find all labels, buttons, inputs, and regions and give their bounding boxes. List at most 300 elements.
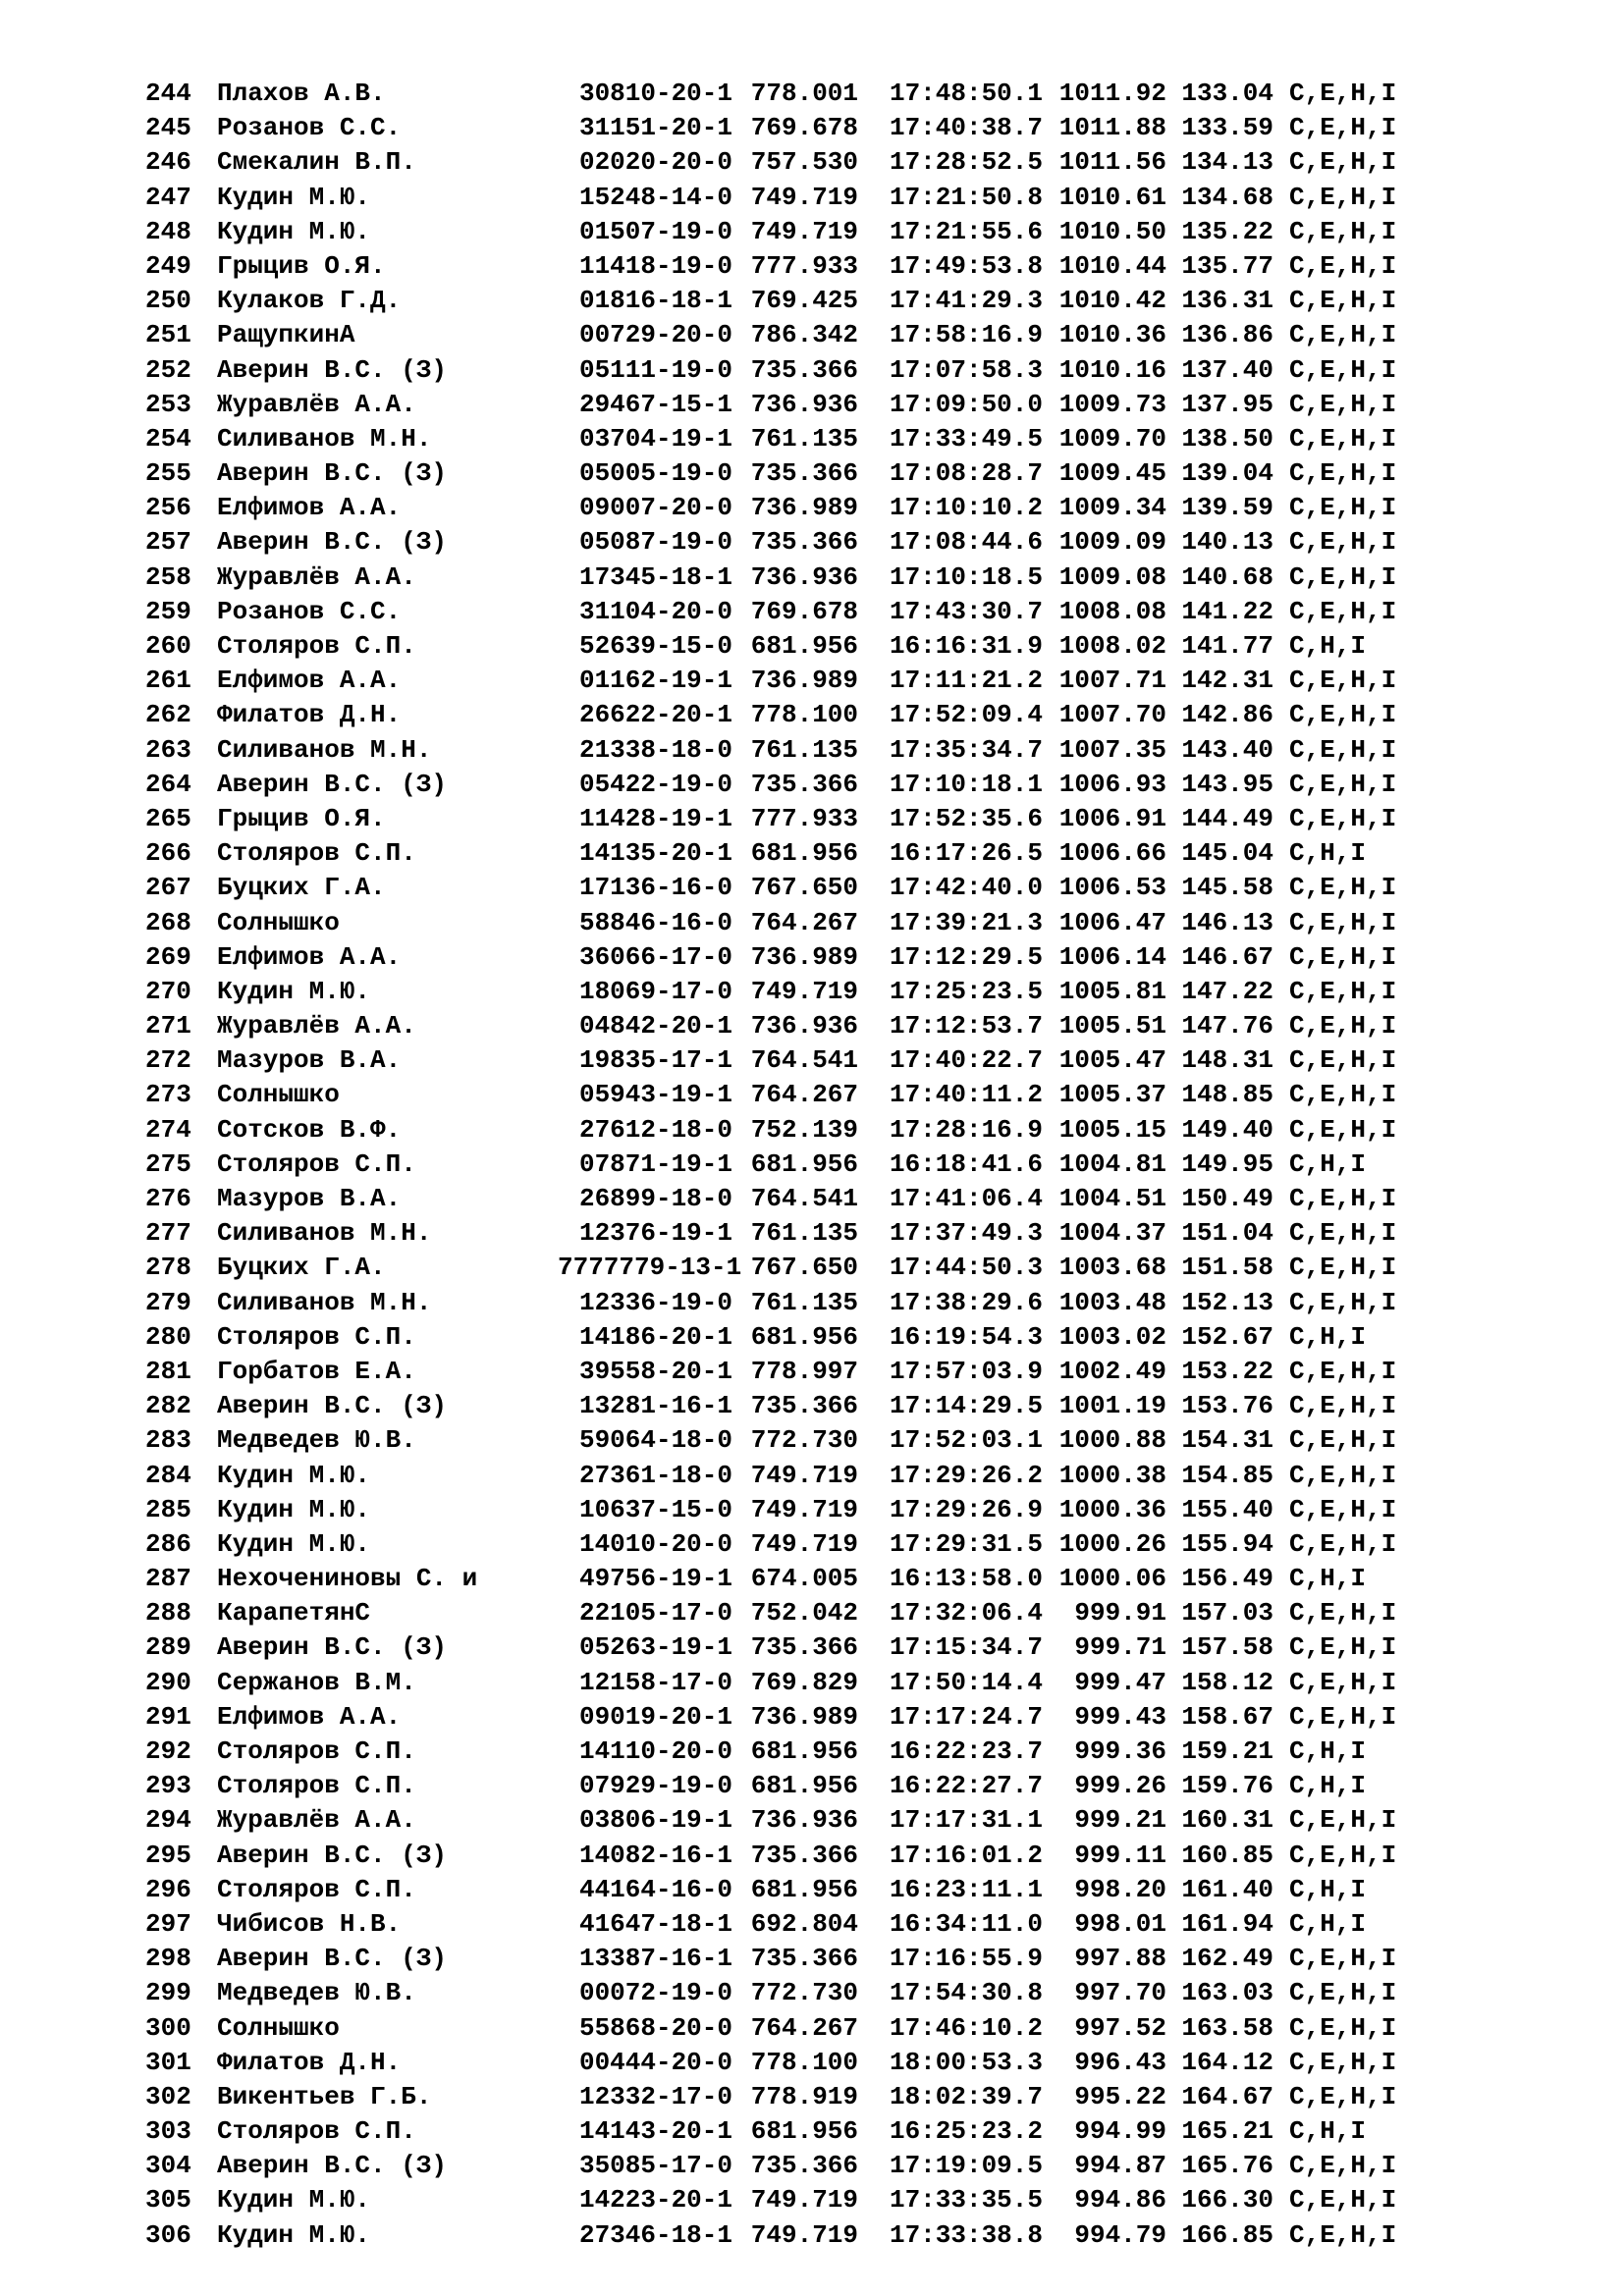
speed: 1009.73 <box>1058 389 1166 419</box>
fancier-name: Солнышко <box>217 907 340 937</box>
distance: 681.956 <box>750 2116 858 2147</box>
table-row <box>145 1182 1598 1216</box>
distance: 749.719 <box>750 1494 858 1524</box>
place-number: 263 <box>145 734 191 765</box>
arrival-time: 17:08:28.7 <box>889 458 1043 489</box>
distance: 769.678 <box>750 113 858 143</box>
arrival-time: 16:13:58.0 <box>889 1564 1043 1594</box>
table-row <box>145 2149 1598 2183</box>
ring-number: 21338-18-0 <box>578 734 732 765</box>
table-row <box>145 525 1598 560</box>
arrival-time: 16:19:54.3 <box>889 1321 1043 1352</box>
flags: C,E,H,I <box>1289 1425 1397 1456</box>
fancier-name: Кулаков Г.Д. <box>217 286 402 316</box>
ring-number: 39558-20-1 <box>578 1356 732 1386</box>
speed: 1005.47 <box>1058 1045 1166 1076</box>
fancier-name: Буцких Г.А. <box>217 1253 386 1283</box>
speed: 1011.88 <box>1058 113 1166 143</box>
points: 153.76 <box>1181 1391 1273 1421</box>
flags: C,E,H,I <box>1289 1114 1397 1145</box>
ring-number: 14135-20-1 <box>578 838 732 869</box>
points: 156.49 <box>1181 1564 1273 1594</box>
ring-number: 36066-17-0 <box>578 941 732 972</box>
speed: 1005.37 <box>1058 1080 1166 1110</box>
distance: 735.366 <box>750 1944 858 1974</box>
fancier-name: Аверин В.С. (З) <box>217 527 448 558</box>
points: 152.13 <box>1181 1287 1273 1317</box>
points: 161.94 <box>1181 1908 1273 1939</box>
speed: 1000.38 <box>1058 1460 1166 1490</box>
fancier-name: Аверин В.С. (З) <box>217 1944 448 1974</box>
distance: 764.541 <box>750 1184 858 1213</box>
flags: C,E,H,I <box>1289 1528 1397 1559</box>
ring-number: 29467-15-1 <box>578 389 732 419</box>
fancier-name: Грыцив О.Я. <box>217 250 386 281</box>
fancier-name: Столяров С.П. <box>217 1874 416 1904</box>
arrival-time: 17:10:10.2 <box>889 493 1043 523</box>
ring-number: 13387-16-1 <box>578 1944 732 1974</box>
points: 164.67 <box>1181 2081 1273 2111</box>
flags: C,E,H,I <box>1289 493 1397 523</box>
place-number: 251 <box>145 320 191 350</box>
fancier-name: КарапетянС <box>217 1598 371 1629</box>
speed: 1011.56 <box>1058 147 1166 178</box>
speed: 1010.61 <box>1058 182 1166 212</box>
speed: 1009.08 <box>1058 561 1166 592</box>
table-row <box>145 1043 1598 1078</box>
ring-number: 30810-20-1 <box>578 79 732 108</box>
place-number: 292 <box>145 1736 191 1766</box>
ring-number: 15248-14-0 <box>578 182 732 212</box>
ring-number: 49756-19-1 <box>578 1564 732 1594</box>
fancier-name: Журавлёв А.А. <box>217 1011 416 1041</box>
fancier-name: Столяров С.П. <box>217 631 416 661</box>
place-number: 260 <box>145 631 191 661</box>
table-row <box>145 768 1598 802</box>
ring-number: 44164-16-0 <box>578 1874 732 1904</box>
ring-number: 07929-19-0 <box>578 1771 732 1801</box>
speed: 1006.53 <box>1058 873 1166 903</box>
fancier-name: Плахов А.В. <box>217 79 386 108</box>
flags: C,E,H,I <box>1289 907 1397 937</box>
fancier-name: Солнышко <box>217 2012 340 2043</box>
speed: 1007.70 <box>1058 700 1166 730</box>
table-row <box>145 284 1598 318</box>
place-number: 264 <box>145 769 191 799</box>
place-number: 288 <box>145 1598 191 1629</box>
speed: 998.01 <box>1074 1908 1166 1939</box>
points: 147.76 <box>1181 1011 1273 1041</box>
arrival-time: 17:19:09.5 <box>889 2151 1043 2181</box>
arrival-time: 17:41:06.4 <box>889 1184 1043 1213</box>
fancier-name: Столяров С.П. <box>217 1321 416 1352</box>
fancier-name: Кудин М.Ю. <box>217 1460 371 1490</box>
ring-number: 12376-19-1 <box>578 1218 732 1249</box>
points: 140.68 <box>1181 561 1273 592</box>
arrival-time: 17:33:35.5 <box>889 2185 1043 2216</box>
fancier-name: Буцких Г.А. <box>217 873 386 903</box>
distance: 769.829 <box>750 1667 858 1697</box>
points: 135.22 <box>1181 216 1273 246</box>
flags: C,E,H,I <box>1289 2151 1397 2181</box>
arrival-time: 17:21:55.6 <box>889 216 1043 246</box>
arrival-time: 17:58:16.9 <box>889 320 1043 350</box>
fancier-name: Чибисов Н.В. <box>217 1908 402 1939</box>
table-row <box>145 1527 1598 1562</box>
fancier-name: Елфимов А.А. <box>217 493 402 523</box>
place-number: 275 <box>145 1148 191 1179</box>
flags: C,E,H,I <box>1289 700 1397 730</box>
arrival-time: 17:21:50.8 <box>889 182 1043 212</box>
fancier-name: Кудин М.Ю. <box>217 2185 371 2216</box>
speed: 1010.36 <box>1058 320 1166 350</box>
points: 135.77 <box>1181 250 1273 281</box>
arrival-time: 17:08:44.6 <box>889 527 1043 558</box>
flags: C,E,H,I <box>1289 458 1397 489</box>
fancier-name: Силиванов М.Н. <box>217 423 432 454</box>
distance: 778.100 <box>750 700 858 730</box>
place-number: 290 <box>145 1667 191 1697</box>
ring-number: 12336-19-0 <box>578 1287 732 1317</box>
points: 161.40 <box>1181 1874 1273 1904</box>
flags: C,E,H,I <box>1289 1598 1397 1629</box>
place-number: 274 <box>145 1114 191 1145</box>
flags: C,E,H,I <box>1289 1218 1397 1249</box>
speed: 995.22 <box>1074 2081 1166 2111</box>
fancier-name: Елфимов А.А. <box>217 941 402 972</box>
ring-number: 31104-20-0 <box>578 596 732 626</box>
points: 149.95 <box>1181 1148 1273 1179</box>
arrival-time: 17:14:29.5 <box>889 1391 1043 1421</box>
speed: 1011.92 <box>1058 79 1166 108</box>
table-row <box>145 1078 1598 1112</box>
distance: 767.650 <box>750 873 858 903</box>
points: 136.86 <box>1181 320 1273 350</box>
ring-number: 12158-17-0 <box>578 1667 732 1697</box>
ring-number: 55868-20-0 <box>578 2012 732 2043</box>
ring-number: 18069-17-0 <box>578 976 732 1006</box>
distance: 681.956 <box>750 838 858 869</box>
points: 137.95 <box>1181 389 1273 419</box>
table-row <box>145 664 1598 698</box>
table-row <box>145 1286 1598 1320</box>
arrival-time: 17:40:22.7 <box>889 1045 1043 1076</box>
table-row <box>145 561 1598 595</box>
flags: C,E,H,I <box>1289 1978 1397 2008</box>
speed: 999.21 <box>1074 1805 1166 1836</box>
speed: 1009.45 <box>1058 458 1166 489</box>
flags: C,E,H,I <box>1289 1805 1397 1836</box>
flags: C,E,H,I <box>1289 1667 1397 1697</box>
table-row <box>145 1873 1598 1907</box>
speed: 1006.66 <box>1058 838 1166 869</box>
points: 151.58 <box>1181 1253 1273 1283</box>
table-row <box>145 456 1598 491</box>
ring-number: 52639-15-0 <box>578 631 732 661</box>
speed: 1000.88 <box>1058 1425 1166 1456</box>
arrival-time: 17:29:26.2 <box>889 1460 1043 1490</box>
ring-number: 13281-16-1 <box>578 1391 732 1421</box>
ring-number: 14143-20-1 <box>578 2116 732 2147</box>
place-number: 279 <box>145 1287 191 1317</box>
table-row <box>145 2011 1598 2046</box>
place-number: 296 <box>145 1874 191 1904</box>
ring-number: 09019-20-1 <box>578 1701 732 1732</box>
table-row <box>145 975 1598 1009</box>
ring-number: 17345-18-1 <box>578 561 732 592</box>
speed: 999.47 <box>1074 1667 1166 1697</box>
place-number: 287 <box>145 1564 191 1594</box>
arrival-time: 16:34:11.0 <box>889 1908 1043 1939</box>
arrival-time: 17:49:53.8 <box>889 250 1043 281</box>
ring-number: 05087-19-0 <box>578 527 732 558</box>
speed: 1001.19 <box>1058 1391 1166 1421</box>
flags: C,E,H,I <box>1289 1045 1397 1076</box>
arrival-time: 17:11:21.2 <box>889 666 1043 696</box>
points: 151.04 <box>1181 1218 1273 1249</box>
ring-number: 12332-17-0 <box>578 2081 732 2111</box>
ring-number: 05422-19-0 <box>578 769 732 799</box>
ring-number: 02020-20-0 <box>578 147 732 178</box>
distance: 681.956 <box>750 1736 858 1766</box>
flags: C,E,H,I <box>1289 354 1397 385</box>
ring-number: 05005-19-0 <box>578 458 732 489</box>
table-row <box>145 249 1598 284</box>
place-number: 281 <box>145 1356 191 1386</box>
place-number: 285 <box>145 1494 191 1524</box>
speed: 1010.50 <box>1058 216 1166 246</box>
fancier-name: Горбатов Е.А. <box>217 1356 416 1386</box>
place-number: 303 <box>145 2116 191 2147</box>
arrival-time: 17:33:49.5 <box>889 423 1043 454</box>
table-row <box>145 388 1598 422</box>
table-row <box>145 181 1598 215</box>
fancier-name: Журавлёв А.А. <box>217 561 416 592</box>
table-row <box>145 145 1598 180</box>
arrival-time: 17:28:52.5 <box>889 147 1043 178</box>
points: 136.31 <box>1181 286 1273 316</box>
ring-number: 26622-20-1 <box>578 700 732 730</box>
fancier-name: Елфимов А.А. <box>217 1701 402 1732</box>
ring-number: 27361-18-0 <box>578 1460 732 1490</box>
table-row <box>145 2080 1598 2114</box>
points: 149.40 <box>1181 1114 1273 1145</box>
table-row <box>145 940 1598 975</box>
place-number: 259 <box>145 596 191 626</box>
table-row <box>145 491 1598 525</box>
points: 141.77 <box>1181 631 1273 661</box>
place-number: 253 <box>145 389 191 419</box>
table-row <box>145 1389 1598 1423</box>
points: 159.76 <box>1181 1771 1273 1801</box>
points: 166.30 <box>1181 2185 1273 2216</box>
points: 154.31 <box>1181 1425 1273 1456</box>
distance: 735.366 <box>750 1840 858 1870</box>
place-number: 254 <box>145 423 191 454</box>
arrival-time: 17:52:35.6 <box>889 803 1043 833</box>
place-number: 257 <box>145 527 191 558</box>
points: 153.22 <box>1181 1356 1273 1386</box>
arrival-time: 17:40:11.2 <box>889 1080 1043 1110</box>
ring-number: 35085-17-0 <box>578 2151 732 2181</box>
table-row <box>145 906 1598 940</box>
fancier-name: Силиванов М.Н. <box>217 1287 432 1317</box>
distance: 752.042 <box>750 1598 858 1629</box>
arrival-time: 17:38:29.6 <box>889 1287 1043 1317</box>
table-row <box>145 733 1598 768</box>
points: 166.85 <box>1181 2219 1273 2250</box>
distance: 735.366 <box>750 769 858 799</box>
points: 140.13 <box>1181 527 1273 558</box>
place-number: 269 <box>145 941 191 972</box>
speed: 1005.51 <box>1058 1011 1166 1041</box>
speed: 1008.08 <box>1058 596 1166 626</box>
ring-number: 19835-17-1 <box>578 1045 732 1076</box>
place-number: 298 <box>145 1944 191 1974</box>
flags: C,H,I <box>1289 838 1367 869</box>
ring-number: 22105-17-0 <box>578 1598 732 1629</box>
flags: C,E,H,I <box>1289 216 1397 246</box>
arrival-time: 17:40:38.7 <box>889 113 1043 143</box>
flags: C,E,H,I <box>1289 873 1397 903</box>
place-number: 302 <box>145 2081 191 2111</box>
points: 145.58 <box>1181 873 1273 903</box>
arrival-time: 17:09:50.0 <box>889 389 1043 419</box>
fancier-name: Кудин М.Ю. <box>217 182 371 212</box>
flags: C,E,H,I <box>1289 1701 1397 1732</box>
points: 154.85 <box>1181 1460 1273 1490</box>
table-row <box>145 1355 1598 1389</box>
flags: C,E,H,I <box>1289 976 1397 1006</box>
distance: 749.719 <box>750 182 858 212</box>
arrival-time: 17:41:29.3 <box>889 286 1043 316</box>
speed: 997.70 <box>1074 1978 1166 2008</box>
flags: C,E,H,I <box>1289 1840 1397 1870</box>
speed: 997.88 <box>1074 1944 1166 1974</box>
fancier-name: Солнышко <box>217 1080 340 1110</box>
points: 162.49 <box>1181 1944 1273 1974</box>
place-number: 305 <box>145 2185 191 2216</box>
table-row <box>145 77 1598 111</box>
flags: C,E,H,I <box>1289 1011 1397 1041</box>
table-row <box>145 1976 1598 2010</box>
table-row <box>145 1630 1598 1665</box>
flags: C,E,H,I <box>1289 113 1397 143</box>
flags: C,H,I <box>1289 1736 1367 1766</box>
flags: C,H,I <box>1289 1874 1367 1904</box>
place-number: 283 <box>145 1425 191 1456</box>
table-row <box>145 1009 1598 1043</box>
distance: 764.267 <box>750 2012 858 2043</box>
points: 152.67 <box>1181 1321 1273 1352</box>
distance: 736.936 <box>750 1805 858 1836</box>
fancier-name: Силиванов М.Н. <box>217 1218 432 1249</box>
fancier-name: Медведев Ю.В. <box>217 1978 416 2008</box>
place-number: 248 <box>145 216 191 246</box>
place-number: 247 <box>145 182 191 212</box>
table-row <box>145 318 1598 352</box>
points: 134.13 <box>1181 147 1273 178</box>
flags: C,E,H,I <box>1289 734 1397 765</box>
table-row <box>145 2046 1598 2080</box>
speed: 1010.42 <box>1058 286 1166 316</box>
speed: 1007.35 <box>1058 734 1166 765</box>
flags: C,E,H,I <box>1289 1184 1397 1213</box>
flags: C,E,H,I <box>1289 1287 1397 1317</box>
distance: 674.005 <box>750 1564 858 1594</box>
distance: 778.001 <box>750 79 858 108</box>
points: 148.31 <box>1181 1045 1273 1076</box>
arrival-time: 17:35:34.7 <box>889 734 1043 765</box>
speed: 1009.70 <box>1058 423 1166 454</box>
arrival-time: 17:07:58.3 <box>889 354 1043 385</box>
distance: 757.530 <box>750 147 858 178</box>
place-number: 255 <box>145 458 191 489</box>
flags: C,H,I <box>1289 1321 1367 1352</box>
place-number: 249 <box>145 250 191 281</box>
speed: 1006.93 <box>1058 769 1166 799</box>
place-number: 272 <box>145 1045 191 1076</box>
speed: 999.36 <box>1074 1736 1166 1766</box>
points: 165.21 <box>1181 2116 1273 2147</box>
speed: 1008.02 <box>1058 631 1166 661</box>
flags: C,E,H,I <box>1289 250 1397 281</box>
distance: 772.730 <box>750 1425 858 1456</box>
flags: C,E,H,I <box>1289 147 1397 178</box>
distance: 764.267 <box>750 907 858 937</box>
place-number: 245 <box>145 113 191 143</box>
table-row <box>145 1907 1598 1942</box>
table-row <box>145 1666 1598 1700</box>
fancier-name: Аверин В.С. (З) <box>217 1632 448 1663</box>
distance: 681.956 <box>750 1874 858 1904</box>
distance: 735.366 <box>750 1391 858 1421</box>
points: 155.94 <box>1181 1528 1273 1559</box>
distance: 681.956 <box>750 1771 858 1801</box>
place-number: 293 <box>145 1771 191 1801</box>
distance: 736.936 <box>750 389 858 419</box>
table-row <box>145 836 1598 871</box>
fancier-name: Викентьев Г.Б. <box>217 2081 432 2111</box>
flags: C,E,H,I <box>1289 596 1397 626</box>
points: 139.04 <box>1181 458 1273 489</box>
distance: 749.719 <box>750 976 858 1006</box>
flags: C,E,H,I <box>1289 1632 1397 1663</box>
place-number: 256 <box>145 493 191 523</box>
table-row <box>145 1596 1598 1630</box>
points: 148.85 <box>1181 1080 1273 1110</box>
arrival-time: 17:43:30.7 <box>889 596 1043 626</box>
arrival-time: 17:54:30.8 <box>889 1978 1043 2008</box>
place-number: 300 <box>145 2012 191 2043</box>
place-number: 297 <box>145 1908 191 1939</box>
ring-number: 03806-19-1 <box>578 1805 732 1836</box>
table-row <box>145 2183 1598 2217</box>
speed: 1000.06 <box>1058 1564 1166 1594</box>
ring-number: 17136-16-0 <box>578 873 732 903</box>
arrival-time: 16:16:31.9 <box>889 631 1043 661</box>
flags: C,E,H,I <box>1289 2012 1397 2043</box>
arrival-time: 17:39:21.3 <box>889 907 1043 937</box>
points: 133.04 <box>1181 79 1273 108</box>
distance: 761.135 <box>750 1287 858 1317</box>
arrival-time: 17:25:23.5 <box>889 976 1043 1006</box>
fancier-name: Аверин В.С. (З) <box>217 1840 448 1870</box>
flags: C,E,H,I <box>1289 79 1397 108</box>
table-row <box>145 1735 1598 1769</box>
speed: 1010.16 <box>1058 354 1166 385</box>
flags: C,E,H,I <box>1289 2081 1397 2111</box>
